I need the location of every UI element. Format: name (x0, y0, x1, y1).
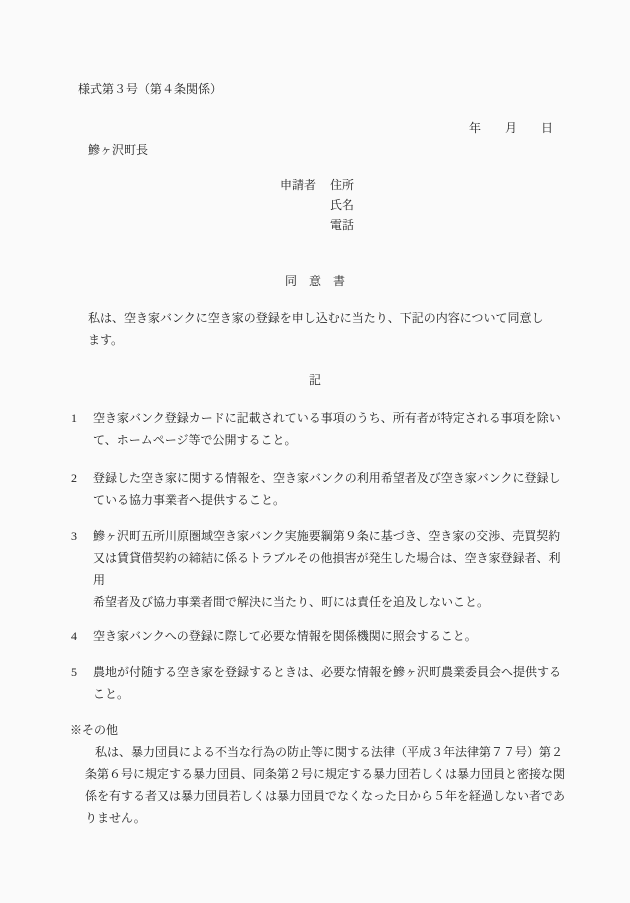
item-line: こと。 (93, 687, 130, 701)
consent-item-1 (71, 407, 570, 451)
applicant-field-phone: 電話 (330, 218, 355, 232)
applicant-field-address: 住所 (330, 178, 355, 192)
item-line: 鰺ヶ沢町五所川原圏域空き家バンク実施要綱第９条に基づき、空き家の交渉、売買契約 (93, 529, 561, 543)
date-line: 年 月 日 (468, 121, 553, 135)
item-line: ている協力事業者へ提供すること。 (93, 493, 286, 507)
note-line: りません。 (85, 811, 146, 825)
note-line: 私は、暴力団員による不当な行為の防止等に関する法律（平成３年法律第７７号）第２ (95, 745, 564, 759)
item-line: 希望者及び協力事業者間で解決に当たり、町には責任を追及しないこと。 (93, 595, 490, 609)
addressee: 鰺ヶ沢町長 (88, 143, 149, 157)
note-line: 係を有する者又は暴力団員若しくは暴力団員でなくなった日から５年を経過しない者であ (85, 789, 566, 803)
item-number: 4 (71, 629, 77, 643)
item-number: 2 (71, 471, 77, 485)
item-number: 5 (71, 665, 77, 679)
item-line: 又は賃貸借契約の締結に係るトラブルその他損害が発生した場合は、空き家登録者、利用 (93, 551, 561, 587)
note-paragraph (85, 741, 570, 829)
note-line: 条第６号に規定する暴力団員、同条第２号に規定する暴力団若しくは暴力団員と密接な関 (85, 767, 566, 781)
form-number: 様式第３号（第４条関係） (78, 82, 223, 96)
item-line: 空き家バンクへの登録に際して必要な情報を関係機関に照会すること。 (93, 629, 477, 643)
note-heading: ※その他 (70, 723, 119, 737)
item-line: 登録した空き家に関する情報を、空き家バンクの利用希望者及び空き家バンクに登録し (93, 471, 561, 485)
consent-item-4 (71, 625, 570, 647)
item-number: 1 (71, 411, 77, 425)
consent-item-2 (71, 467, 570, 511)
applicant-field-name: 氏名 (330, 198, 355, 212)
applicant-block (280, 175, 630, 235)
ki-marker: 記 (308, 373, 321, 387)
item-line: 空き家バンク登録カードに記載されている事項のうち、所有者が特定される事項を除い (93, 411, 561, 425)
item-number: 3 (71, 529, 77, 543)
item-line: 農地が付随する空き家を登録するときは、必要な情報を鰺ヶ沢町農業委員会へ提供する (93, 665, 562, 679)
consent-item-3 (71, 525, 570, 613)
document-title: 同 意 書 (284, 274, 345, 288)
intro-text: 私は、空き家バンクに空き家の登録を申し込むに当たり、下記の内容について同意します。 (88, 311, 544, 347)
item-line: て、ホームページ等で公開すること。 (93, 433, 297, 447)
applicant-fields (330, 175, 354, 235)
consent-item-5 (71, 661, 570, 705)
applicant-label: 申請者 (280, 178, 317, 192)
